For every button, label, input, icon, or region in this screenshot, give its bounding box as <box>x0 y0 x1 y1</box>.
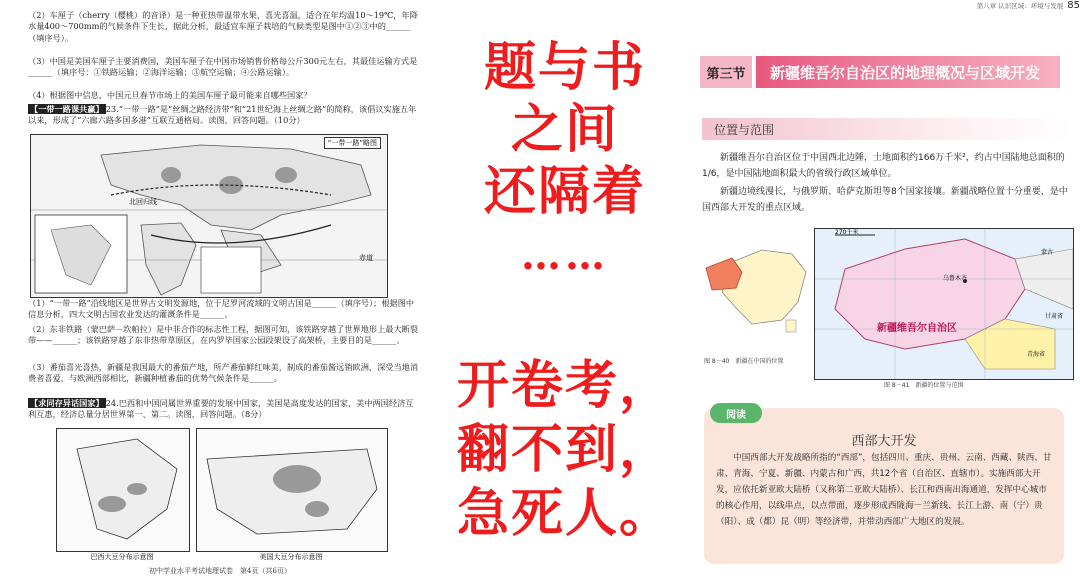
section-banner <box>700 50 1060 94</box>
brazil-map-drawing <box>57 429 189 551</box>
question-23-2: （2）东非铁路（蒙巴萨－坎帕拉）是中非合作的标志性工程，据图可知，该铁路穿越了世界地形上最大断裂带——______；该铁路穿越了东非热带草原区，在内罗毕国家公园段架设了高架桥，主要目的是______。 <box>28 324 419 346</box>
brazil-map-caption: 巴西大豆分布示意图 <box>90 553 154 561</box>
usa-map-drawing <box>197 429 387 551</box>
question-23 <box>28 104 420 127</box>
caption-line-6: 翻不到， <box>456 419 673 480</box>
usa-soybean-map <box>196 428 388 552</box>
page-header <box>690 0 1080 12</box>
paragraph-1: 新疆维吾尔自治区位于中国西北边陲，土地面积约166万千米²，约占中国陆地总面积的1/6，是中国陆地面积最大的省级行政区域单位。 <box>702 153 1065 179</box>
question-2: （2）车厘子（cherry（樱桃）的音译）是一种亚热带温带水果，喜光喜温，适合在年均温10～19℃，年降水量400～700mm的气候条件下生长，据此分析，最适宜车厘子栽培的气候类型是图中①②③中的______（填序号）。 <box>28 10 418 43</box>
question-4: （4）根据图中信息，中国元旦春节市场上的美国车厘子最可能来自哪些国家？ <box>28 90 312 100</box>
caption-line-7: 急死人。 <box>456 483 673 544</box>
caption-line-4: …… <box>521 232 609 279</box>
subheading: 位置与范围 <box>702 118 1072 140</box>
q23-text: 23.“一带一路”是“丝绸之路经济带”和“21世纪海上丝绸之路”的简称，该倡议实施五年以来，形成了“六廊六路多国多港”互联互通格局。读图，回答问题。（10分） <box>28 104 417 126</box>
xinjiang-map-caption: 图 8－41 新疆的位置与范围 <box>884 382 964 389</box>
china-map-caption: 图 8－40 新疆在中国的位置 <box>704 358 784 365</box>
reading-title: 西部大开发 <box>851 434 917 449</box>
map-label-equator: 赤道 <box>359 254 373 262</box>
brazil-soybean-map <box>56 428 190 552</box>
q24-tag: 【求同存异话国家】 <box>30 398 104 408</box>
exam-footer: 初中学业水平考试地理试卷 第4页（共6页） <box>149 567 291 575</box>
map-scale: 270千米 <box>835 229 859 236</box>
page-number: 85 <box>1067 0 1080 11</box>
belt-road-map-title: “一带一路”略图 <box>324 137 381 149</box>
map-label-tropic: 北回归线 <box>129 198 157 206</box>
question-23-1: （1）“一带一路”沿线地区是世界古文明发源地，位于尼罗河流域的文明古国是______（填序号）；根据图中信息分析，四大文明古国农业发达的灌溉条件是______。 <box>28 298 415 320</box>
caption-line-1: 题与书 <box>483 37 646 98</box>
caption-line-2: 之间 <box>510 99 619 160</box>
belt-road-map <box>30 134 388 298</box>
caption-line-5: 开卷考， <box>456 355 673 416</box>
xinjiang-map <box>814 228 1074 380</box>
china-map-drawing <box>702 232 810 344</box>
mongolia-label: 蒙古 <box>1040 249 1053 256</box>
xinjiang-label: 新疆维吾尔自治区 <box>877 323 957 334</box>
china-location-map <box>702 232 810 344</box>
q23-tag: 【一带一路课共赢】 <box>30 104 104 114</box>
qinghai-label: 青海省 <box>1026 351 1045 358</box>
paragraph-2: 新疆边境线漫长，与俄罗斯、哈萨克斯坦等8个国家接壤。新疆战略位置十分重要，是中国西部大开发的重点区域。 <box>702 187 1068 213</box>
urumqi-label: 乌鲁木齐 <box>943 275 968 282</box>
q24-text: 24.巴西和中国同属世界重要的发展中国家，美国是高度发达的国家，美中两国经济互利互惠，经济总量分居世界第一、第二。读图，回答问题。（8分） <box>28 398 414 420</box>
question-24 <box>28 398 420 421</box>
exam-page <box>0 0 440 580</box>
usa-map-caption: 美国大豆分布示意图 <box>259 553 323 561</box>
textbook-page <box>690 0 1080 580</box>
page-header-text: 第八章 认识区域：环境与发展 <box>976 2 1064 10</box>
caption-line-3: 还隔着 <box>483 161 646 222</box>
question-23-3: （3）番茄喜光喜热，新疆是我国最大的番茄产地，所产番茄鲜红味美，制成的番茄酱远销欧洲，深受当地消费者喜爱，与欧洲西部相比，新疆种植番茄的优势气候条件是______。 <box>28 362 419 384</box>
section-title: 新疆维吾尔自治区的地理概况与区域开发 <box>756 56 1060 88</box>
gansu-label: 甘肃省 <box>1044 313 1063 320</box>
belt-road-map-drawing <box>31 135 387 297</box>
caption-panel <box>440 0 690 580</box>
reading-badge: 阅读 <box>710 403 762 423</box>
section-number: 第三节 <box>700 56 752 88</box>
reading-text: 中国西部大开发战略所指的“西部”，包括四川、重庆、贵州、云南、西藏、陕西、甘肃、青海、宁夏、新疆、内蒙古和广西，共12个省（自治区、直辖市）。实施西部大开发，应依托新亚欧大陆桥（又称第二亚欧大陆桥）、长江和西南出海通道，发挥中心城市的核心作用，以线串点，以点带面，逐步形成西陇海－兰新线、长江上游、南（宁）贵（阳）、成（都）昆（明）等经济带，并带动西部广大地区的发展。 <box>716 453 1052 527</box>
question-3: （3）中国是美国车厘子主要消费国，美国车厘子在中国市场销售价格每公斤300元左右，其最佳运输方式是______（填序号：①铁路运输；②海洋运输；③航空运输；④公路运输）。 <box>28 56 418 78</box>
